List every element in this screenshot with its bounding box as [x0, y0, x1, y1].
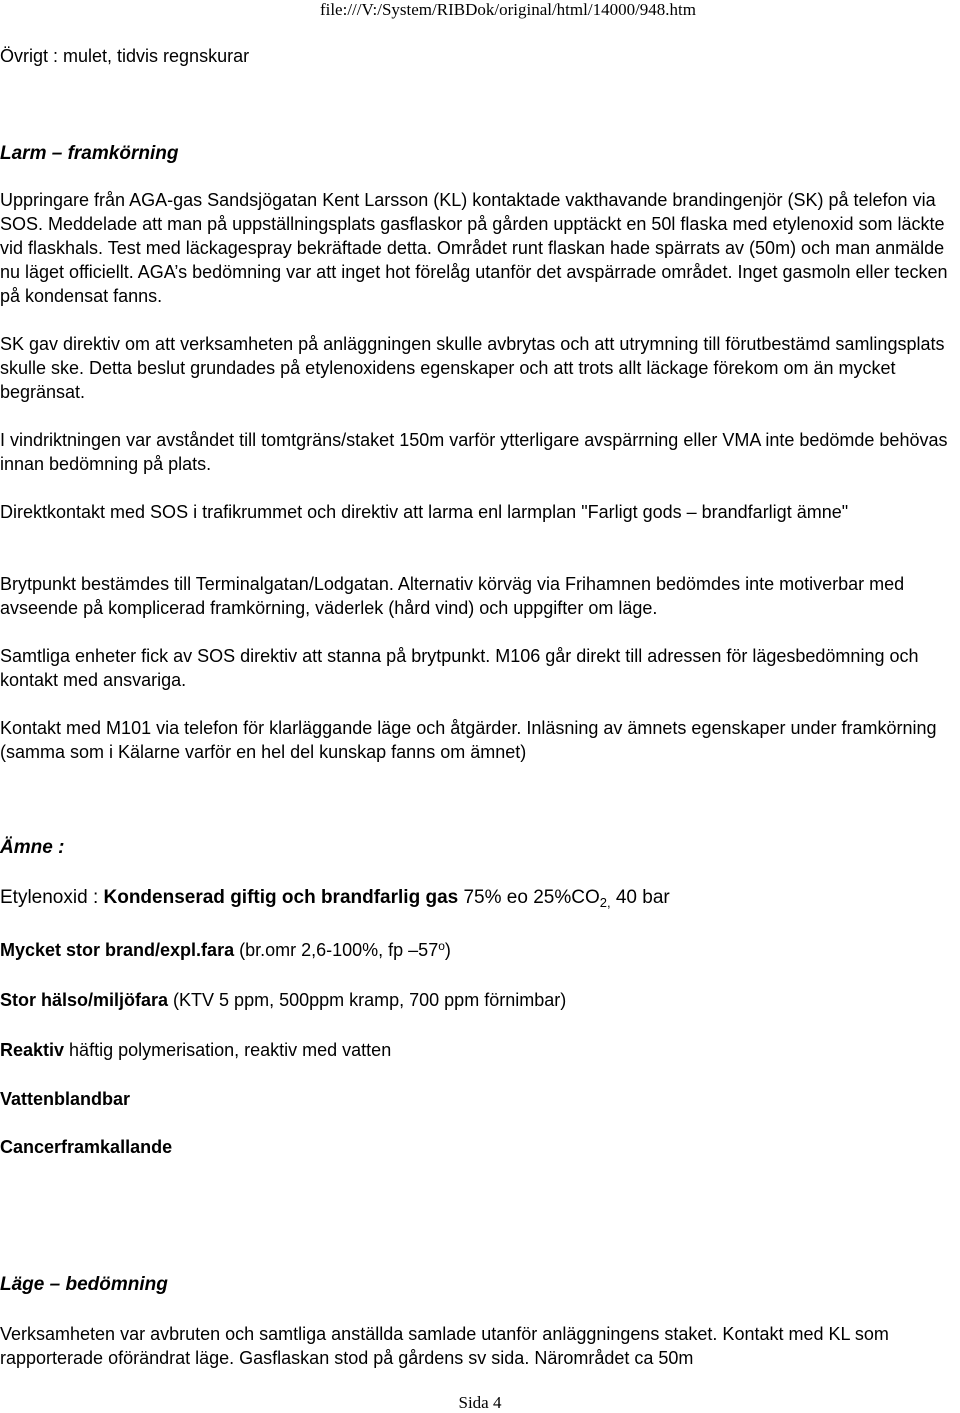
amne-composition: 75% eo 25%CO: [458, 887, 600, 908]
section-title-amne: Ämne :: [0, 837, 65, 858]
amne-brandfara-close: ): [444, 940, 451, 960]
larm-paragraph-6: Samtliga enheter fick av SOS direktiv att stanna på brytpunkt. M106 går direkt till adressen för lägesbedömning och kontakt med ansvariga.: [0, 646, 919, 690]
amne-bold-cancer: Cancerframkallande: [0, 1137, 173, 1157]
section-title-larm: Larm – framkörning: [0, 143, 179, 164]
amne-halsofara-detail: (KTV 5 ppm, 500ppm kramp, 700 ppm förnimbar): [168, 990, 567, 1010]
amne-brandfara-detail: (br.omr 2,6-100%, fp –57: [234, 940, 439, 960]
larm-paragraph-5: Brytpunkt bestämdes till Terminalgatan/Lodgatan. Alternativ körväg via Frihamnen bedömdes inte motiverbar med avseende på komplicerad framkörning, väderlek (hård vind) och uppgifter om läge.: [0, 574, 905, 618]
amne-line-etylenoxid: [0, 886, 960, 910]
amne-line-halsofara: [0, 988, 960, 1012]
amne-bold-gas: Kondenserad giftig och brandfarlig gas: [103, 887, 459, 908]
amne-bold-vattenblandbar: Vattenblandbar: [0, 1089, 131, 1109]
lage-paragraph-1: Verksamheten var avbruten och samtliga anställda samlade utanför anläggningens staket. Kontakt med KL som rapporterade oförändrat läge. Gasflaskan stod på gårdens sv sida. Närområdet ca 50m: [0, 1324, 889, 1368]
amne-bold-reaktiv: Reaktiv: [0, 1040, 65, 1060]
amne-bold-halsofara: Stor hälso/miljöfara: [0, 990, 169, 1010]
amne-line-reaktiv: [0, 1038, 960, 1062]
amne-line-vattenblandbar: [0, 1087, 960, 1111]
amne-subscript: 2,: [599, 895, 611, 910]
larm-paragraph-4: Direktkontakt med SOS i trafikrummet och direktiv att larma enl larmplan "Farligt gods – brandfarligt ämne": [0, 502, 849, 522]
larm-paragraph-2: SK gav direktiv om att verksamheten på anläggningen skulle avbrytas och att utrymning till förutbestämd samlingsplats skulle ske. Detta beslut grundades på etylenoxidens egenskaper och att trots allt läckage förekom om än mycket begränsat.: [0, 334, 945, 402]
larm-paragraph-3: I vindriktningen var avståndet till tomtgräns/staket 150m varför ytterligare avspärrning eller VMA inte bedömde behövas innan bedömning på plats.: [0, 430, 948, 474]
page-number: Sida 4: [458, 1393, 502, 1412]
amne-line-cancer: [0, 1135, 960, 1159]
larm-paragraph-1: Uppringare från AGA-gas Sandsjögatan Kent Larsson (KL) kontaktade vakthavande brandingenjör (SK) på telefon via SOS. Meddelade att man på uppställningsplats gasflaskor på gården upptäckt en 50l flaska med etylenoxid som läckte vid flaskhals. Test med läckagespray bekräftade detta. Området runt flaskan hade spärrats av (50m) och man anmälde nu läget officiellt. AGA’s bedömning var att inget hot förelåg utanför det avspärrade området. Inget gasmoln eller tecken på kondensat fanns.: [0, 190, 948, 306]
amne-bold-brandfara: Mycket stor brand/expl.fara: [0, 940, 235, 960]
amne-label: Etylenoxid :: [0, 887, 104, 908]
amne-reaktiv-detail: häftig polymerisation, reaktiv med vatten: [64, 1040, 392, 1060]
amne-pressure: 40 bar: [610, 887, 670, 908]
section-title-lage: Läge – bedömning: [0, 1274, 168, 1295]
amne-line-brandfara: [0, 938, 960, 962]
larm-paragraph-7: Kontakt med M101 via telefon för klarläggande läge och åtgärder. Inläsning av ämnets egenskaper under framkörning (samma som i Kälarne varför en hel del kunskap fanns om ämnet): [0, 718, 937, 762]
file-path-header: file:///V:/System/RIBDok/original/html/14000/948.htm: [319, 0, 696, 19]
ovrigt-line: Övrigt : mulet, tidvis regnskurar: [0, 46, 250, 66]
amne-degree-sup: o: [438, 939, 445, 953]
